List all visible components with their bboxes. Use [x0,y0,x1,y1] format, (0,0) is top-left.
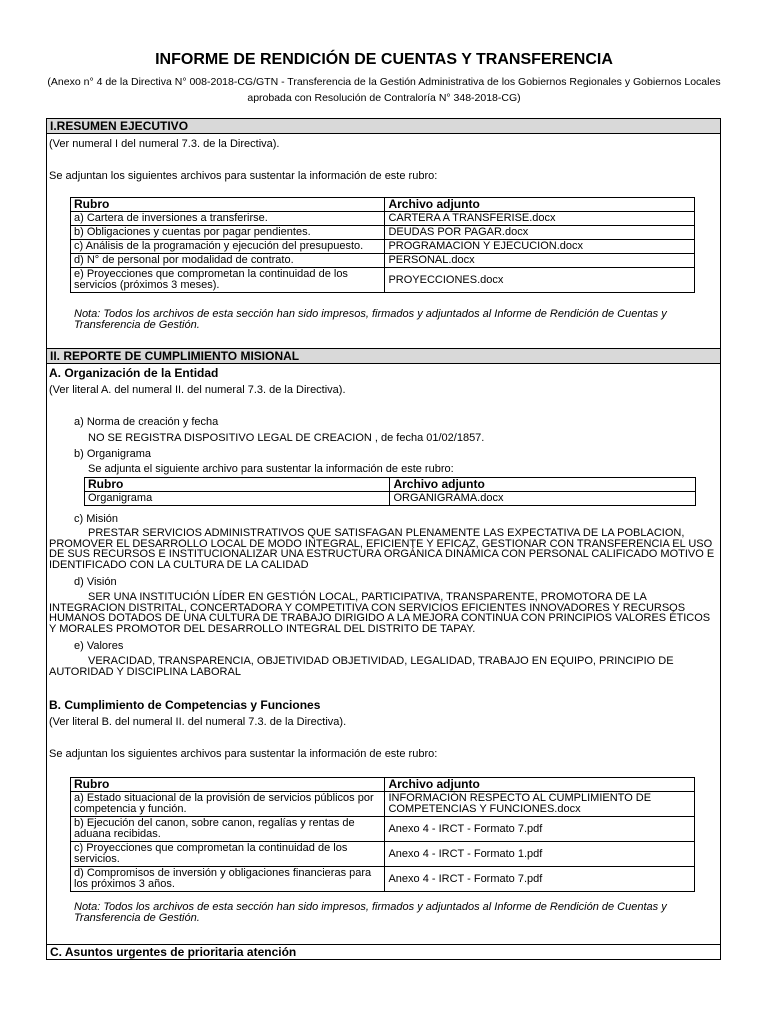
cell-rubro: d) Compromisos de inversión y obligaciones financieras para los próximos 3 años. [71,867,385,892]
cell-archivo: PERSONAL.docx [385,254,695,268]
cell-rubro: b) Ejecución del canon, sobre canon, regalías y rentas de aduana recibidas. [71,817,385,842]
table-row [71,268,695,293]
table-row [85,492,696,506]
valores-label: e) Valores [74,640,124,652]
cell-rubro: Organigrama [85,492,390,506]
cell-archivo: PROYECCIONES.docx [385,268,695,293]
subsection-a-title: A. Organización de la Entidad [49,366,219,380]
table-row [71,867,695,892]
column-header-archivo: Archivo adjunto [390,478,696,492]
table-row [71,254,695,268]
mision-text: PRESTAR SERVICIOS ADMINISTRATIVOS QUE SATISFAGAN PLENAMENTE LAS EXPECTATIVA DE LA POBLACION, PROMOVER EL DESARROLLO LOCAL DE MODO INTEGRAL, EFICIENTE Y EFICAZ, GESTIONAR CON TRANSFERENCIA EL USO DE SUS RECURSOS E INSTITUCIONALIZAR UNA ESTRUCTURA ORGÁNICA DINÁMICA CON PERSONAL CALIFICADO MOTIVO E IDENTIFICADO CON LA CULTURA DE LA CALIDAD [49,527,715,571]
mision-label: c) Misión [74,513,119,525]
cell-rubro: a) Cartera de inversiones a transferirse. [71,212,385,226]
subsection-b-title: B. Cumplimiento de Competencias y Funciones [49,698,321,712]
section-1-reference: (Ver numeral I del numeral 7.3. de la Directiva). [49,138,280,150]
section-1-intro: Se adjuntan los siguientes archivos para sustentar la información de este rubro: [49,170,438,182]
vision-label: d) Visión [74,576,117,588]
cell-archivo: Anexo 4 - IRCT - Formato 7.pdf [385,817,695,842]
norma-label: a) Norma de creación y fecha [74,416,219,428]
table-row [71,792,695,817]
table-header-row [71,198,695,212]
cell-archivo: PROGRAMACION Y EJECUCION.docx [385,240,695,254]
subsection-b-intro: Se adjuntan los siguientes archivos para sustentar la información de este rubro: [49,748,438,760]
table-row [71,842,695,867]
cell-rubro: e) Proyecciones que comprometan la continuidad de los servicios (próximos 3 meses). [71,268,385,293]
cell-archivo: INFORMACIÓN RESPECTO AL CUMPLIMIENTO DE COMPETENCIAS Y FUNCIONES.docx [385,792,695,817]
section-1-heading: I.RESUMEN EJECUTIVO [47,118,720,134]
column-header-rubro: Rubro [85,478,390,492]
column-header-rubro: Rubro [71,778,385,792]
vision-text: SER UNA INSTITUCIÓN LÍDER EN GESTIÓN LOCAL, PARTICIPATIVA, TRANSPARENTE, PROMOTORA DE LA INTEGRACION DISTRITAL, CONCERTADORA Y COMPETITIVA CON SERVICIOS EFICIENTES INNOVADORES Y RECURSOS HUMANOS DOTADOS DE UNA CULTURA DE TRABAJO DIRIGIDO A LA MEJORA CONTINUA CON PRINCIPIOS VALORES ÉTICOS Y MORALES PROMOTOR DEL DESARROLLO INTEGRAL DEL DISTRITO DE TAPAY. [49,591,711,635]
document-subtitle [40,74,728,106]
subsection-b-table [70,777,695,892]
table-header-row [71,778,695,792]
table-row [71,212,695,226]
subsection-c-title: C. Asuntos urgentes de prioritaria atención [47,944,720,960]
column-header-archivo: Archivo adjunto [385,198,695,212]
norma-text: NO SE REGISTRA DISPOSITIVO LEGAL DE CREACION , de fecha 01/02/1857. [88,432,485,444]
cell-archivo: ORGANIGRAMA.docx [390,492,696,506]
cell-rubro: c) Análisis de la programación y ejecución del presupuesto. [71,240,385,254]
subsection-a-reference: (Ver literal A. del numeral II. del numeral 7.3. de la Directiva). [49,384,346,396]
cell-archivo: DEUDAS POR PAGAR.docx [385,226,695,240]
cell-archivo: Anexo 4 - IRCT - Formato 1.pdf [385,842,695,867]
cell-archivo: Anexo 4 - IRCT - Formato 7.pdf [385,867,695,892]
table-row [71,240,695,254]
cell-rubro: a) Estado situacional de la provisión de servicios públicos por competencia y función. [71,792,385,817]
subtitle-line-1: (Anexo n° 4 de la Directiva N° 008-2018-CG/GTN - Transferencia de la Gestión Administrativa de los Gobiernos Regionales y Gobiernos Locales [47,76,721,88]
section-1-note: Nota: Todos los archivos de esta sección han sido impresos, firmados y adjuntados al Informe de Rendición de Cuentas y Transferencia de Gestión. [74,308,667,331]
subtitle-line-2: aprobada con Resolución de Contraloría N° 348-2018-CG) [247,92,521,104]
subsection-b-reference: (Ver literal B. del numeral II. del numeral 7.3. de la Directiva). [49,716,347,728]
cell-rubro: b) Obligaciones y cuentas por pagar pendientes. [71,226,385,240]
subsection-b-note: Nota: Todos los archivos de esta sección han sido impresos, firmados y adjuntados al Informe de Rendición de Cuentas y Transferencia de Gestión. [74,901,667,924]
valores-text: VERACIDAD, TRANSPARENCIA, OBJETIVIDAD OBJETIVIDAD, LEGALIDAD, TRABAJO EN EQUIPO, PRINCIPIO DE AUTORIDAD Y DISCIPLINA LABORAL [49,655,674,678]
organigrama-intro: Se adjunta el siguiente archivo para sustentar la información de este rubro: [88,463,454,475]
table-row [71,226,695,240]
column-header-archivo: Archivo adjunto [385,778,695,792]
cell-rubro: c) Proyecciones que comprometan la continuidad de los servicios. [71,842,385,867]
section-1-table [70,197,695,293]
cell-rubro: d) N° de personal por modalidad de contrato. [71,254,385,268]
organigrama-table [84,477,696,506]
document-title: INFORME DE RENDICIÓN DE CUENTAS Y TRANSFERENCIA [155,51,613,68]
organigrama-label: b) Organigrama [74,448,152,460]
table-row [71,817,695,842]
cell-archivo: CARTERA A TRANSFERISE.docx [385,212,695,226]
column-header-rubro: Rubro [71,198,385,212]
table-header-row [85,478,696,492]
section-2-heading: II. REPORTE DE CUMPLIMIENTO MISIONAL [47,348,720,364]
